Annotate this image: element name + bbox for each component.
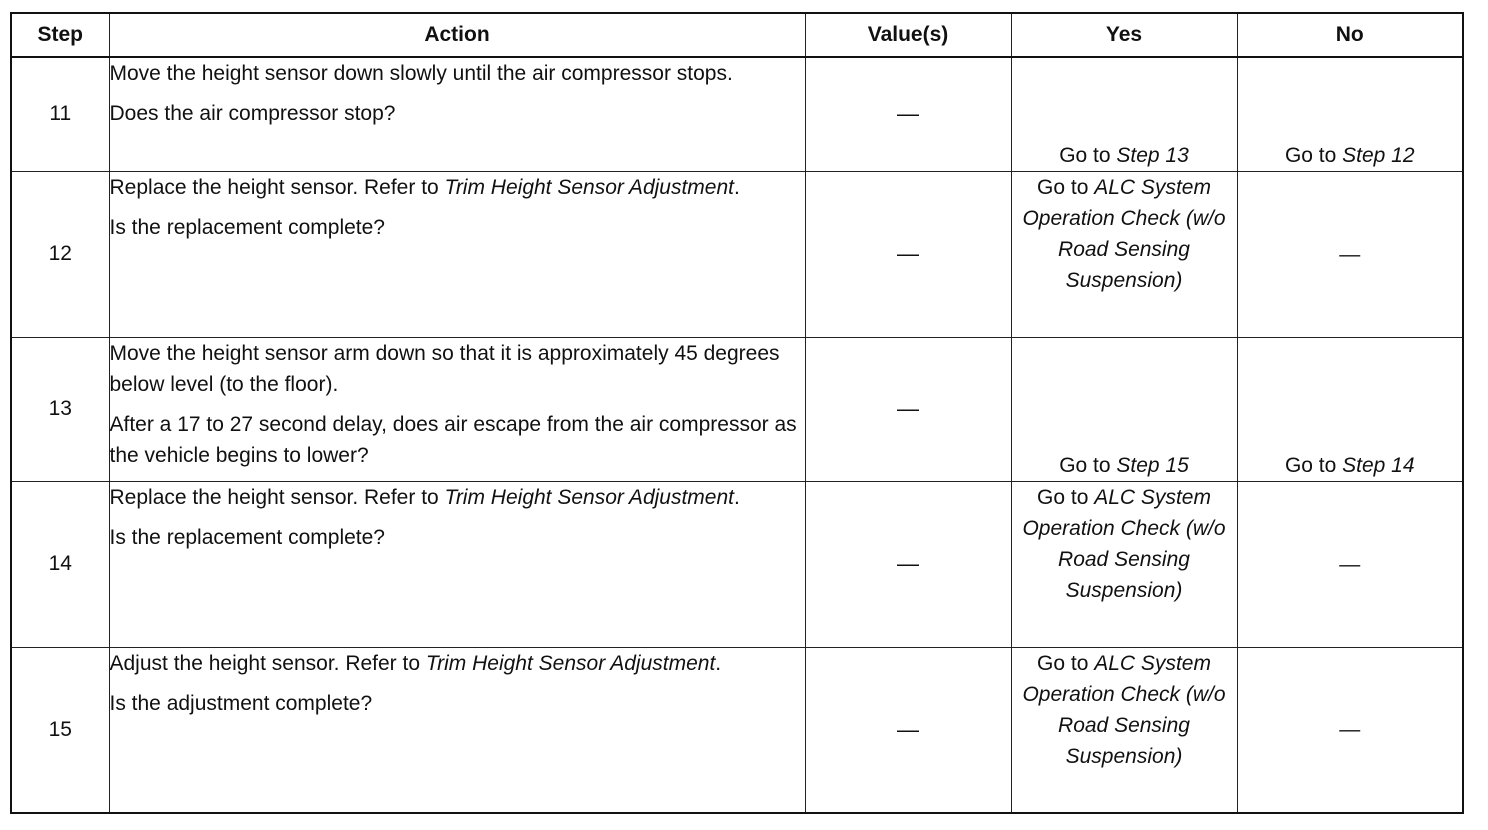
values-cell: — [805, 57, 1011, 171]
action-text: Move the height sensor down slowly until the air compressor stops. [109, 62, 733, 85]
step-number: 12 [11, 171, 109, 337]
action-question: Does the air compressor stop? [109, 102, 396, 125]
yes-target-link[interactable]: ALC System Operation Check (w/o Road Sensing Suspension) [1022, 175, 1226, 292]
yes-cell [1011, 57, 1237, 171]
no-cell: — [1237, 647, 1463, 813]
header-action: Action [109, 13, 805, 57]
action-question: Is the adjustment complete? [109, 691, 373, 715]
action-text [110, 648, 805, 679]
table-row-step-14 [11, 481, 1463, 647]
step-number: 15 [11, 647, 109, 813]
action-prefix: Replace the height sensor. Refer to [109, 175, 445, 199]
yes-target-link[interactable]: ALC System Operation Check (w/o Road Sensing Suspension) [1022, 485, 1226, 602]
action-text [110, 172, 805, 203]
action-text [110, 482, 805, 513]
action-suffix: . [733, 485, 740, 509]
no-target-link[interactable]: Step 14 [1342, 453, 1415, 477]
no-prefix: Go to [1284, 453, 1343, 477]
yes-cell [1011, 337, 1237, 481]
no-target-link[interactable]: Step 12 [1342, 143, 1415, 167]
yes-target-link[interactable]: ALC System Operation Check (w/o Road Sensing Suspension) [1022, 651, 1226, 768]
step-number: 13 [11, 337, 109, 481]
no-cell: — [1237, 481, 1463, 647]
values-cell: — [805, 171, 1011, 337]
yes-cell [1011, 171, 1237, 337]
no-prefix: Go to [1284, 143, 1343, 167]
action-reference-link[interactable]: Trim Height Sensor Adjustment [444, 485, 734, 509]
action-cell [109, 337, 805, 481]
values-cell: — [805, 647, 1011, 813]
yes-prefix: Go to [1059, 143, 1117, 167]
action-cell [109, 647, 805, 813]
yes-cell [1011, 647, 1237, 813]
step-number: 14 [11, 481, 109, 647]
action-reference-link[interactable]: Trim Height Sensor Adjustment [444, 175, 734, 199]
step-number: 11 [11, 57, 109, 171]
no-cell [1237, 57, 1463, 171]
action-reference-link[interactable]: Trim Height Sensor Adjustment [425, 651, 716, 675]
action-suffix: . [733, 175, 740, 199]
values-cell: — [805, 481, 1011, 647]
action-cell [109, 57, 805, 171]
table-row-step-15 [11, 647, 1463, 813]
header-yes: Yes [1011, 13, 1237, 57]
action-cell [109, 171, 805, 337]
table-row-step-13 [11, 337, 1463, 481]
diagnostic-table-container [10, 12, 1462, 814]
values-cell: — [805, 337, 1011, 481]
action-suffix: . [715, 651, 722, 675]
action-prefix: Adjust the height sensor. Refer to [109, 651, 426, 675]
yes-prefix: Go to [1037, 175, 1095, 199]
table-row-step-12 [11, 171, 1463, 337]
action-cell [109, 481, 805, 647]
no-cell: — [1237, 171, 1463, 337]
yes-target-link[interactable]: Step 15 [1116, 453, 1189, 477]
header-row [11, 13, 1463, 57]
header-values: Value(s) [805, 13, 1011, 57]
table-row-step-11 [11, 57, 1463, 171]
action-question: Is the replacement complete? [109, 525, 385, 549]
yes-target-link[interactable]: Step 13 [1116, 143, 1189, 167]
action-question: Is the replacement complete? [109, 215, 385, 239]
diagnostic-table [10, 12, 1464, 814]
no-cell [1237, 337, 1463, 481]
yes-cell [1011, 481, 1237, 647]
yes-prefix: Go to [1037, 485, 1095, 509]
yes-prefix: Go to [1059, 453, 1117, 477]
action-question: After a 17 to 27 second delay, does air escape from the air compressor as the vehicle begins to lower? [109, 412, 797, 467]
action-text: Move the height sensor arm down so that it is approximately 45 degrees below level (to the floor). [109, 341, 780, 396]
header-step: Step [11, 13, 109, 57]
action-prefix: Replace the height sensor. Refer to [109, 485, 445, 509]
header-no: No [1237, 13, 1463, 57]
yes-prefix: Go to [1037, 651, 1095, 675]
